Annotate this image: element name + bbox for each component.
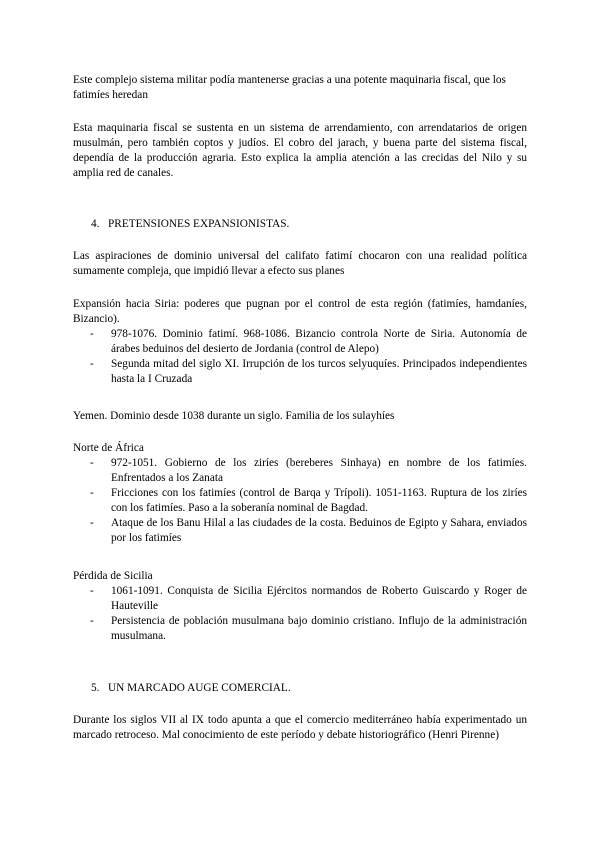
subsection-heading: Pérdida de Sicilia (73, 570, 153, 582)
list-dash-marker: - (90, 487, 94, 499)
list-dash-marker: - (90, 517, 94, 529)
section-title: UN MARCADO AUGE COMERCIAL. (108, 682, 291, 694)
subsection-sicilia (73, 569, 527, 644)
subsection-norte-africa (73, 441, 527, 546)
subsection-siria (73, 297, 527, 387)
list-dash-marker: - (90, 457, 94, 469)
subsection-heading: Expansión hacia Siria: poderes que pugnan por el control de esta región (fatimíes, hamdaníes, Bizancio). (73, 298, 527, 325)
paragraph-leasing-system (73, 121, 527, 181)
paragraph-text: Las aspiraciones de dominio universal del califato fatimí chocaron con una realidad política sumamente compleja, que impidió llevar a efecto sus planes (73, 250, 527, 277)
list-sicilia (73, 584, 527, 644)
list-item: - 978-1076. Dominio fatimí. 968-1086. Bizancio controla Norte de Siria. Autonomía de árabes beduinos del desierto de Jordania (control de Alepo) (90, 328, 527, 355)
paragraph-fiscal-machinery (73, 73, 527, 103)
paragraph-text: Este complejo sistema militar podía mantenerse gracias a una potente maquinaria fiscal, que los fatimíes heredan (73, 74, 506, 101)
section-5-intro (73, 713, 527, 743)
list-norte-africa (73, 456, 527, 546)
list-item: - 1061-1091. Conquista de Sicilia Ejércitos normandos de Roberto Guiscardo y Roger de Hauteville (90, 585, 527, 612)
paragraph-text: Yemen. Dominio desde 1038 durante un siglo. Familia de los sulayhíes (73, 410, 395, 422)
subsection-heading: Norte de África (73, 442, 144, 454)
section-number: 4. (91, 218, 100, 230)
list-item: - Persistencia de población musulmana bajo dominio cristiano. Influjo de la administración musulmana. (90, 615, 527, 642)
list-item: - 972-1051. Gobierno de los ziríes (bereberes Sinhaya) en nombre de los fatimíes. Enfrentados a los Zanata (90, 457, 527, 484)
list-siria (73, 327, 527, 387)
paragraph-text: Durante los siglos VII al IX todo apunta a que el comercio mediterráneo había experimentado un marcado retroceso. Mal conocimiento de este período y debate historiográfico (Henri Pirenne) (73, 714, 527, 741)
section-4-intro (73, 249, 527, 279)
list-dash-marker: - (90, 358, 94, 370)
section-heading-4 (91, 217, 289, 232)
section-number: 5. (91, 682, 100, 694)
section-heading-5 (91, 681, 291, 696)
section-title: PRETENSIONES EXPANSIONISTAS. (108, 218, 290, 230)
list-dash-marker: - (90, 585, 94, 597)
subsection-yemen (73, 409, 527, 424)
list-dash-marker: - (90, 328, 94, 340)
list-item: - Fricciones con los fatimíes (control de Barqa y Trípoli). 1051-1163. Ruptura de los ziríes con los fatimíes. Paso a la soberanía nominal de Bagdad. (90, 487, 527, 514)
list-item: - Segunda mitad del siglo XI. Irrupción de los turcos selyuquíes. Principados independientes hasta la I Cruzada (90, 358, 527, 385)
list-item: - Ataque de los Banu Hilal a las ciudades de la costa. Beduinos de Egipto y Sahara, enviados por los fatimíes (90, 517, 527, 544)
paragraph-text: Esta maquinaria fiscal se sustenta en un sistema de arrendamiento, con arrendatarios de origen musulmán, pero también coptos y judíos. El cobro del jarach, y buena parte del sistema fiscal, dependía de la producción agraria. Esto explica la amplia atención a las crecidas del Nilo y su amplia red de canales. (73, 122, 527, 179)
list-dash-marker: - (90, 615, 94, 627)
